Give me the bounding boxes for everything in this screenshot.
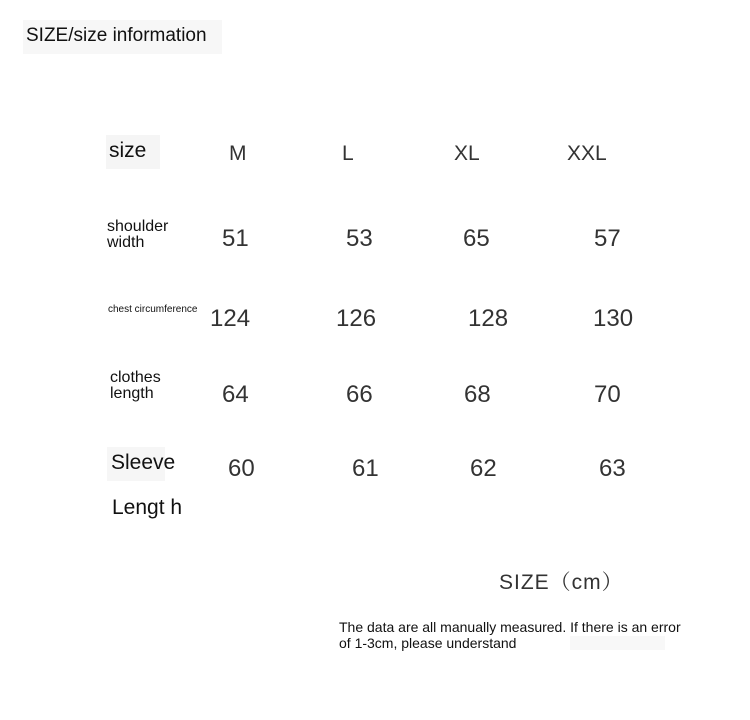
- size-column-xl: XL: [454, 142, 480, 165]
- value-sleeve-m: 60: [228, 455, 255, 482]
- unit-label: SIZE（cm）: [499, 571, 624, 594]
- value-length-xxl: 70: [594, 381, 621, 408]
- value-length-l: 66: [346, 381, 373, 408]
- value-sleeve-l: 61: [352, 455, 379, 482]
- size-column-xxl: XXL: [567, 142, 607, 165]
- measurement-note: The data are all manually measured. If there is an error of 1-3cm, please understand: [339, 619, 681, 652]
- row-label-sleeve-length: Lengt h: [112, 496, 183, 519]
- value-shoulder-m: 51: [222, 225, 249, 252]
- value-chest-l: 126: [336, 305, 377, 332]
- value-chest-xxl: 130: [593, 305, 634, 332]
- value-length-m: 64: [222, 381, 249, 408]
- value-sleeve-xxl: 63: [599, 455, 626, 482]
- value-chest-xl: 128: [468, 305, 509, 332]
- row-label-shoulder-width: shoulder width: [107, 218, 169, 251]
- row-label-chest-circumference: chest circumference: [108, 304, 198, 315]
- size-column-l: L: [342, 142, 354, 165]
- value-sleeve-xl: 62: [470, 455, 497, 482]
- value-shoulder-xl: 65: [463, 225, 490, 252]
- page-title: SIZE/size information: [26, 25, 207, 46]
- size-header-label: size: [109, 139, 147, 162]
- value-shoulder-l: 53: [346, 225, 373, 252]
- row-label-clothes-length: clothes length: [110, 369, 161, 402]
- size-column-m: M: [229, 142, 247, 165]
- value-length-xl: 68: [464, 381, 491, 408]
- value-shoulder-xxl: 57: [594, 225, 621, 252]
- value-chest-m: 124: [210, 305, 251, 332]
- row-label-sleeve: Sleeve: [111, 451, 176, 474]
